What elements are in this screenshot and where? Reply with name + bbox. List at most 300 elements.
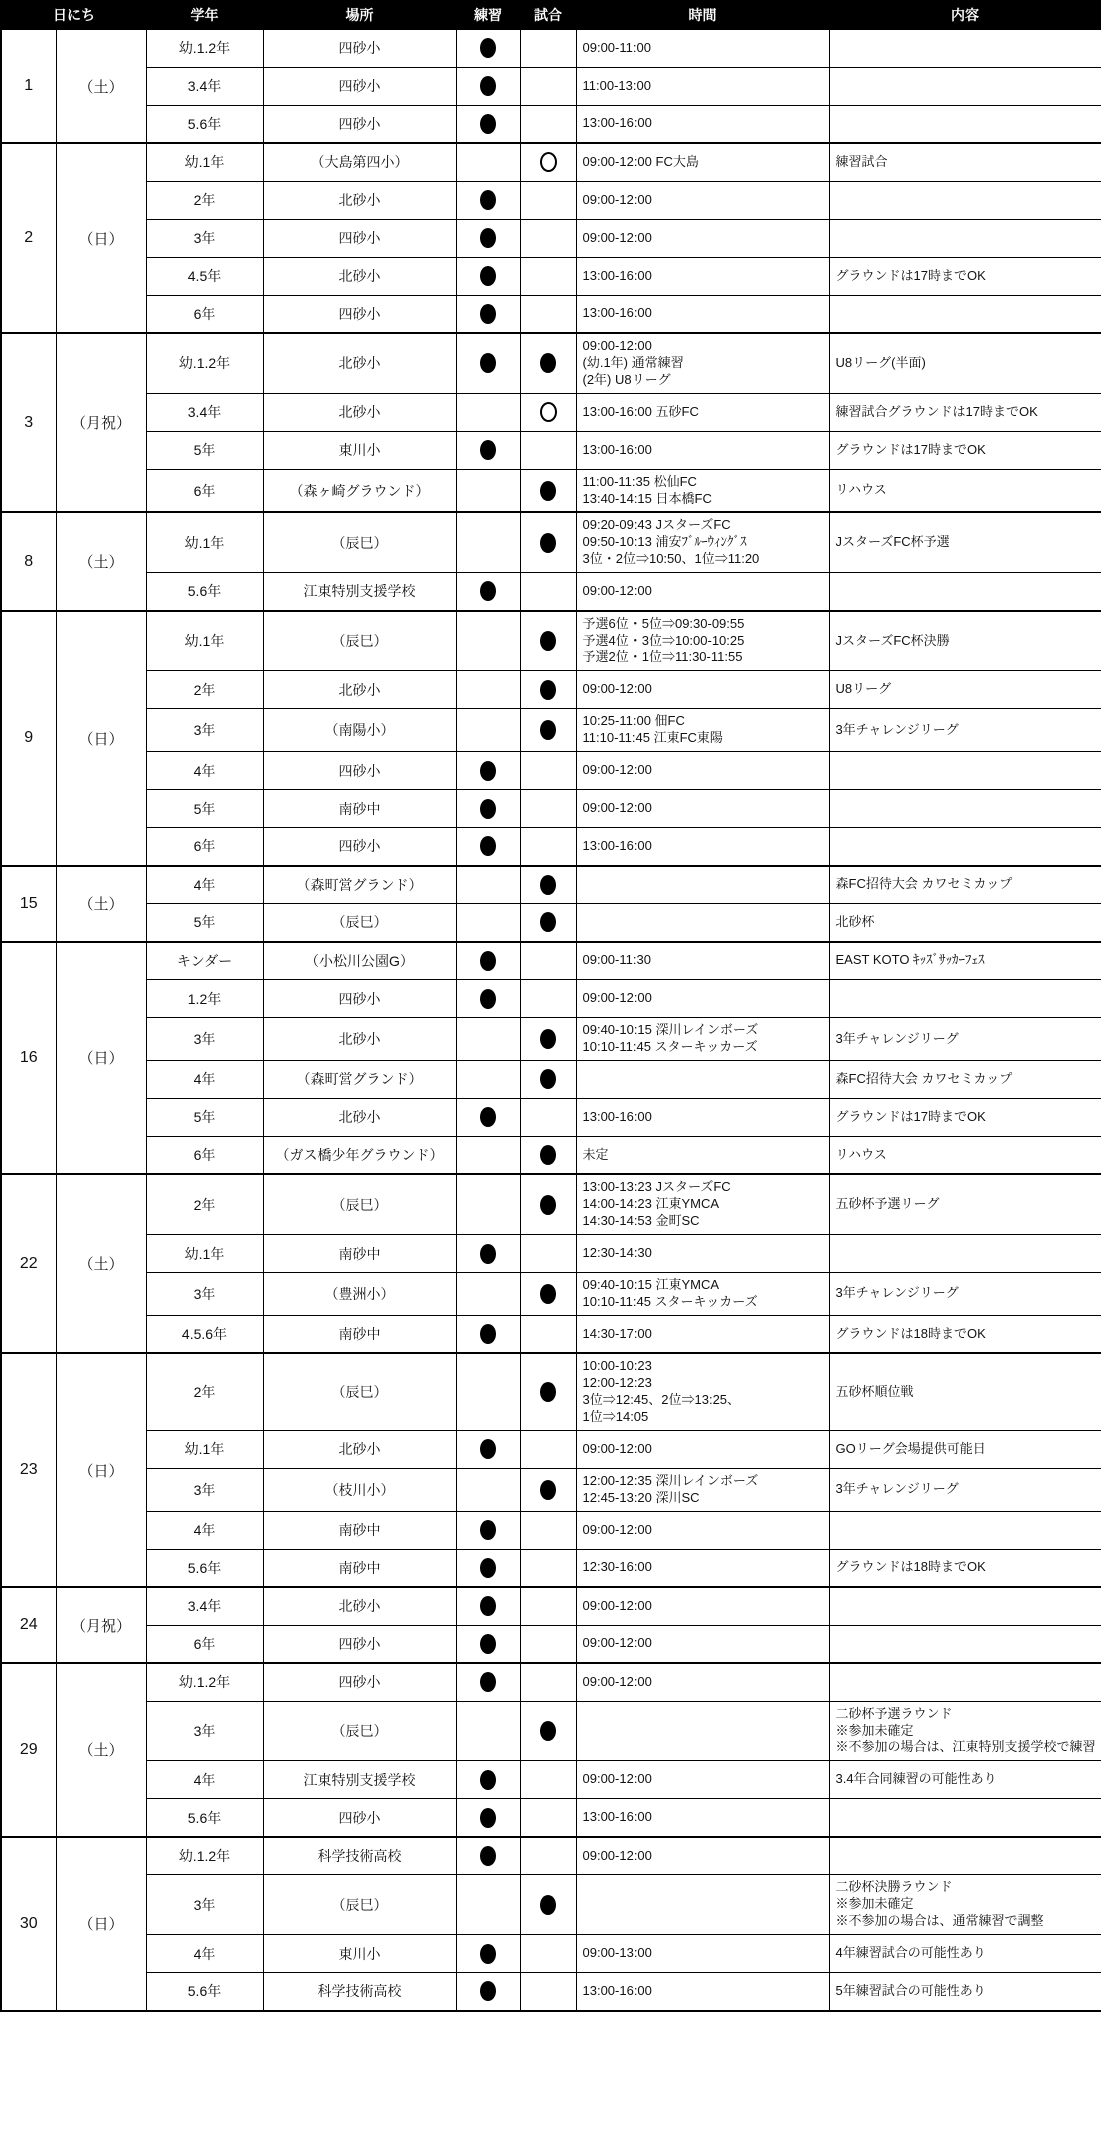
match-cell [520,1430,576,1468]
match-cell [520,1060,576,1098]
content-cell [829,1701,1101,1761]
match-cell [520,512,576,572]
match-cell [520,1174,576,1234]
content-cell [829,143,1101,181]
content-cell [829,1174,1101,1234]
schedule-row [1,1799,1101,1837]
time-line: (幼.1年) 通常練習 [582,354,684,370]
content-cell [829,980,1101,1018]
day-of-week: （日） [56,143,146,333]
practice-cell [456,671,520,709]
match-cell [520,1663,576,1701]
practice-filled-circle-icon [480,1439,496,1459]
practice-cell [456,573,520,611]
time-line: 14:30-14:53 金町SC [582,1213,700,1229]
grade-cell: 幼.1.2年 [146,29,263,67]
grade-cell: 1.2年 [146,980,263,1018]
time-line: 13:00-16:00 [582,1108,652,1124]
match-cell [520,143,576,181]
content-cell [829,1511,1101,1549]
day-number: 29 [1,1663,56,1837]
practice-cell [456,1973,520,2011]
place-cell: （辰巳） [263,1174,456,1234]
grade-cell: 4年 [146,866,263,904]
match-filled-circle-icon [540,720,556,740]
place-cell: 南砂中 [263,1235,456,1273]
grade-cell: 6年 [146,1136,263,1174]
time-line: 09:00-12:00 [582,990,652,1006]
content-cell [829,512,1101,572]
match-filled-circle-icon [540,1145,556,1165]
schedule-row [1,257,1101,295]
grade-cell: 幼.1年 [146,1430,263,1468]
grade-cell: 4年 [146,752,263,790]
match-cell [520,431,576,469]
schedule-row [1,573,1101,611]
time-cell [576,980,829,1018]
time-line: 09:00-12:00 [582,229,652,245]
practice-cell [456,181,520,219]
practice-cell [456,790,520,828]
match-cell [520,105,576,143]
day-of-week: （土） [56,1663,146,1837]
time-line: 13:40-14:15 日本橋FC [582,490,712,506]
practice-cell [456,1935,520,1973]
practice-filled-circle-icon [480,1770,496,1790]
content-cell [829,790,1101,828]
place-cell: （森町営グランド） [263,1060,456,1098]
content-line: GOリーグ会場提供可能日 [835,1440,986,1456]
content-line: 練習試合グラウンドは17時までOK [835,403,1038,419]
place-cell: 北砂小 [263,257,456,295]
time-cell [576,295,829,333]
match-cell [520,67,576,105]
day-number: 15 [1,866,56,942]
match-cell [520,295,576,333]
grade-cell: 6年 [146,828,263,866]
time-line: (2年) U8リーグ [582,371,671,387]
time-line: 09:20-09:43 JスターズFC [582,517,731,533]
grade-cell: 4年 [146,1060,263,1098]
practice-cell [456,1136,520,1174]
content-cell [829,1973,1101,2011]
header-time: 時間 [576,1,829,29]
header-content: 内容 [829,1,1101,29]
time-cell [576,512,829,572]
schedule-row [1,67,1101,105]
grade-cell: 3.4年 [146,1587,263,1625]
content-cell [829,1625,1101,1663]
practice-filled-circle-icon [480,76,496,96]
content-cell [829,709,1101,752]
match-filled-circle-icon [540,875,556,895]
time-line: 13:00-16:00 [582,267,652,283]
practice-cell [456,219,520,257]
time-cell [576,1430,829,1468]
place-cell: 四砂小 [263,1663,456,1701]
practice-filled-circle-icon [480,190,496,210]
content-cell [829,431,1101,469]
match-cell [520,752,576,790]
content-cell [829,1549,1101,1587]
schedule-row [1,752,1101,790]
grade-cell: 3年 [146,1701,263,1761]
place-cell: 北砂小 [263,1587,456,1625]
content-cell [829,1587,1101,1625]
time-cell [576,1468,829,1511]
day-of-week: （土） [56,866,146,942]
content-line: JスターズFC杯決勝 [835,632,950,648]
grade-cell: 3年 [146,709,263,752]
place-cell: （枝川小） [263,1468,456,1511]
content-line: グラウンドは18時までOK [835,1325,986,1341]
schedule-row [1,219,1101,257]
content-cell [829,671,1101,709]
schedule-row [1,1174,1101,1234]
header-place: 場所 [263,1,456,29]
schedule-row [1,1235,1101,1273]
schedule-row [1,105,1101,143]
content-cell [829,1018,1101,1061]
grade-cell: キンダー [146,942,263,980]
match-cell [520,1098,576,1136]
place-cell: 北砂小 [263,1430,456,1468]
time-cell [576,181,829,219]
place-cell: 北砂小 [263,393,456,431]
content-line: 3年チャレンジリーグ [835,721,959,737]
grade-cell: 幼.1.2年 [146,1837,263,1875]
content-cell [829,181,1101,219]
content-line: 五砂杯順位戦 [835,1383,914,1399]
time-line: 09:00-12:00 [582,1521,652,1537]
place-cell: 四砂小 [263,29,456,67]
content-line: EAST KOTO ｷｯｽﾞｻｯｶｰﾌｪｽ [835,952,985,968]
time-cell [576,1315,829,1353]
match-cell [520,1799,576,1837]
place-cell: （森ヶ崎グラウンド） [263,469,456,512]
practice-cell [456,1875,520,1935]
place-cell: 北砂小 [263,671,456,709]
grade-cell: 5年 [146,790,263,828]
practice-cell [456,1701,520,1761]
practice-filled-circle-icon [480,353,496,373]
place-cell: 北砂小 [263,1098,456,1136]
time-line: 13:00-16:00 [582,837,652,853]
grade-cell: 5.6年 [146,105,263,143]
time-line: 09:00-13:00 [582,1945,652,1961]
time-line: 13:00-13:23 JスターズFC [582,1179,731,1195]
content-line: グラウンドは17時までOK [835,441,986,457]
practice-cell [456,866,520,904]
content-line: 4年練習試合の可能性あり [835,1945,986,1961]
time-cell [576,1935,829,1973]
content-cell [829,1136,1101,1174]
time-cell [576,1587,829,1625]
schedule-row [1,1018,1101,1061]
time-cell [576,105,829,143]
match-cell [520,1315,576,1353]
content-line: 3年チャレンジリーグ [835,1030,959,1046]
match-cell [520,980,576,1018]
practice-cell [456,1235,520,1273]
time-line: 09:00-12:00 [582,762,652,778]
match-cell [520,671,576,709]
time-line: 14:30-17:00 [582,1325,652,1341]
place-cell: 北砂小 [263,333,456,393]
grade-cell: 3年 [146,1468,263,1511]
grade-cell: 5年 [146,904,263,942]
match-open-circle-icon [540,152,557,172]
schedule-row [1,469,1101,512]
day-number: 16 [1,942,56,1175]
grade-cell: 幼.1.2年 [146,333,263,393]
day-of-week: （土） [56,1174,146,1353]
grade-cell: 3.4年 [146,393,263,431]
time-cell [576,469,829,512]
place-cell: 南砂中 [263,1511,456,1549]
match-cell [520,1273,576,1316]
header-date: 日にち [1,1,146,29]
practice-filled-circle-icon [480,440,496,460]
time-line: 11:10-11:45 江東FC東陽 [582,730,723,746]
place-cell: （ガス橋少年グラウンド） [263,1136,456,1174]
place-cell: 江東特別支援学校 [263,573,456,611]
time-line: 10:10-11:45 スターキッカーズ [582,1038,758,1054]
match-cell [520,333,576,393]
grade-cell: 2年 [146,1353,263,1430]
content-line: JスターズFC杯予選 [835,534,950,550]
practice-cell [456,828,520,866]
practice-cell [456,431,520,469]
practice-filled-circle-icon [480,1846,496,1866]
content-line: 北砂杯 [835,913,875,929]
time-line: 13:00-16:00 [582,441,652,457]
time-cell [576,393,829,431]
match-cell [520,469,576,512]
practice-filled-circle-icon [480,1596,496,1616]
place-cell: 四砂小 [263,1625,456,1663]
content-cell [829,1761,1101,1799]
match-filled-circle-icon [540,1069,556,1089]
grade-cell: 5.6年 [146,1799,263,1837]
header-match: 試合 [520,1,576,29]
match-cell [520,1973,576,2011]
day-of-week: （月祝） [56,1587,146,1663]
schedule-row [1,1315,1101,1353]
time-line: 09:50-10:13 浦安ﾌﾞﾙｰｳｨﾝｸﾞｽ [582,534,747,550]
practice-cell [456,1587,520,1625]
practice-cell [456,333,520,393]
grade-cell: 幼.1.2年 [146,1663,263,1701]
schedule-row [1,431,1101,469]
place-cell: 四砂小 [263,828,456,866]
content-cell [829,904,1101,942]
content-line: グラウンドは17時までOK [835,267,986,283]
place-cell: 北砂小 [263,181,456,219]
day-number: 3 [1,333,56,512]
time-cell [576,1701,829,1761]
match-cell [520,181,576,219]
match-filled-circle-icon [540,1382,556,1402]
schedule-row [1,143,1101,181]
time-cell [576,709,829,752]
practice-filled-circle-icon [480,581,496,601]
time-cell [576,671,829,709]
match-cell [520,828,576,866]
practice-filled-circle-icon [480,951,496,971]
match-cell [520,573,576,611]
schedule-row [1,1430,1101,1468]
content-cell [829,1430,1101,1468]
practice-cell [456,1174,520,1234]
content-cell [829,1235,1101,1273]
place-cell: 四砂小 [263,980,456,1018]
time-line: 3位・2位⇒10:50、1位⇒11:20 [582,551,760,567]
content-cell [829,1875,1101,1935]
practice-cell [456,1837,520,1875]
time-line: 09:00-12:00 [582,338,652,353]
place-cell: 江東特別支援学校 [263,1761,456,1799]
content-cell [829,1799,1101,1837]
place-cell: （辰巳） [263,1875,456,1935]
content-line: リハウス [835,1146,887,1162]
time-cell [576,1837,829,1875]
match-cell [520,1761,576,1799]
match-filled-circle-icon [540,631,556,651]
time-line: 12:45-13:20 深川SC [582,1489,700,1505]
match-cell [520,866,576,904]
practice-filled-circle-icon [480,1107,496,1127]
time-cell [576,1663,829,1701]
time-cell [576,1174,829,1234]
match-cell [520,1136,576,1174]
practice-filled-circle-icon [480,304,496,324]
match-cell [520,1701,576,1761]
content-cell [829,1468,1101,1511]
time-line: 09:00-12:00 [582,1597,652,1613]
match-filled-circle-icon [540,1195,556,1215]
schedule-row [1,1587,1101,1625]
time-cell [576,1136,829,1174]
grade-cell: 4年 [146,1935,263,1973]
place-cell: （辰巳） [263,1701,456,1761]
day-of-week: （日） [56,611,146,866]
practice-cell [456,1315,520,1353]
content-cell [829,752,1101,790]
grade-cell: 幼.1年 [146,1235,263,1273]
content-cell [829,942,1101,980]
schedule-row [1,1701,1101,1761]
grade-cell: 5年 [146,1098,263,1136]
place-cell: （辰巳） [263,904,456,942]
time-cell [576,1235,829,1273]
schedule-row [1,295,1101,333]
practice-filled-circle-icon [480,1944,496,1964]
day-number: 22 [1,1174,56,1353]
time-cell [576,1761,829,1799]
day-number: 1 [1,29,56,143]
content-cell [829,1273,1101,1316]
practice-filled-circle-icon [480,1672,496,1692]
place-cell: （豊洲小） [263,1273,456,1316]
match-filled-circle-icon [540,481,556,501]
match-filled-circle-icon [540,1721,556,1741]
match-cell [520,1018,576,1061]
practice-cell [456,752,520,790]
header-grade: 学年 [146,1,263,29]
content-cell [829,469,1101,512]
time-cell [576,1973,829,2011]
time-line: 13:00-16:00 [582,1809,652,1825]
day-of-week: （日） [56,1353,146,1587]
day-number: 30 [1,1837,56,2011]
match-cell [520,611,576,671]
grade-cell: 6年 [146,1625,263,1663]
schedule-row [1,1875,1101,1935]
schedule-row [1,671,1101,709]
time-line: 09:00-12:00 [582,1440,652,1456]
grade-cell: 5.6年 [146,1549,263,1587]
schedule-row [1,1273,1101,1316]
place-cell: 科学技術高校 [263,1973,456,2011]
time-line: 13:00-16:00 [582,1982,652,1998]
time-line: 11:00-11:35 松仙FC [582,473,697,489]
practice-cell [456,1761,520,1799]
place-cell: 南砂中 [263,1315,456,1353]
place-cell: 南砂中 [263,790,456,828]
schedule-row [1,1468,1101,1511]
match-open-circle-icon [540,402,557,422]
practice-cell [456,1060,520,1098]
match-filled-circle-icon [540,1895,556,1915]
place-cell: 南砂中 [263,1549,456,1587]
grade-cell: 幼.1年 [146,512,263,572]
match-cell [520,1935,576,1973]
day-of-week: （日） [56,1837,146,2011]
content-cell [829,573,1101,611]
place-cell: （辰巳） [263,512,456,572]
schedule-row [1,1549,1101,1587]
day-of-week: （土） [56,29,146,143]
practice-cell [456,1098,520,1136]
schedule-row [1,1663,1101,1701]
content-line: リハウス [835,482,887,498]
place-cell: 四砂小 [263,1799,456,1837]
match-cell [520,1875,576,1935]
place-cell: （南陽小） [263,709,456,752]
time-cell [576,1273,829,1316]
place-cell: 四砂小 [263,219,456,257]
practice-filled-circle-icon [480,1808,496,1828]
place-cell: 四砂小 [263,67,456,105]
time-line: 09:00-12:00 [582,1673,652,1689]
time-line: 12:30-16:00 [582,1559,652,1575]
day-of-week: （土） [56,512,146,610]
practice-filled-circle-icon [480,266,496,286]
time-cell [576,752,829,790]
content-cell [829,1060,1101,1098]
match-cell [520,1468,576,1511]
match-filled-circle-icon [540,1284,556,1304]
time-line: 09:00-12:00 [582,681,652,697]
place-cell: （森町営グランド） [263,866,456,904]
time-line: 未定 [582,1146,609,1162]
place-cell: 北砂小 [263,1018,456,1061]
content-cell [829,67,1101,105]
time-cell [576,333,829,393]
time-cell [576,1549,829,1587]
practice-cell [456,1273,520,1316]
